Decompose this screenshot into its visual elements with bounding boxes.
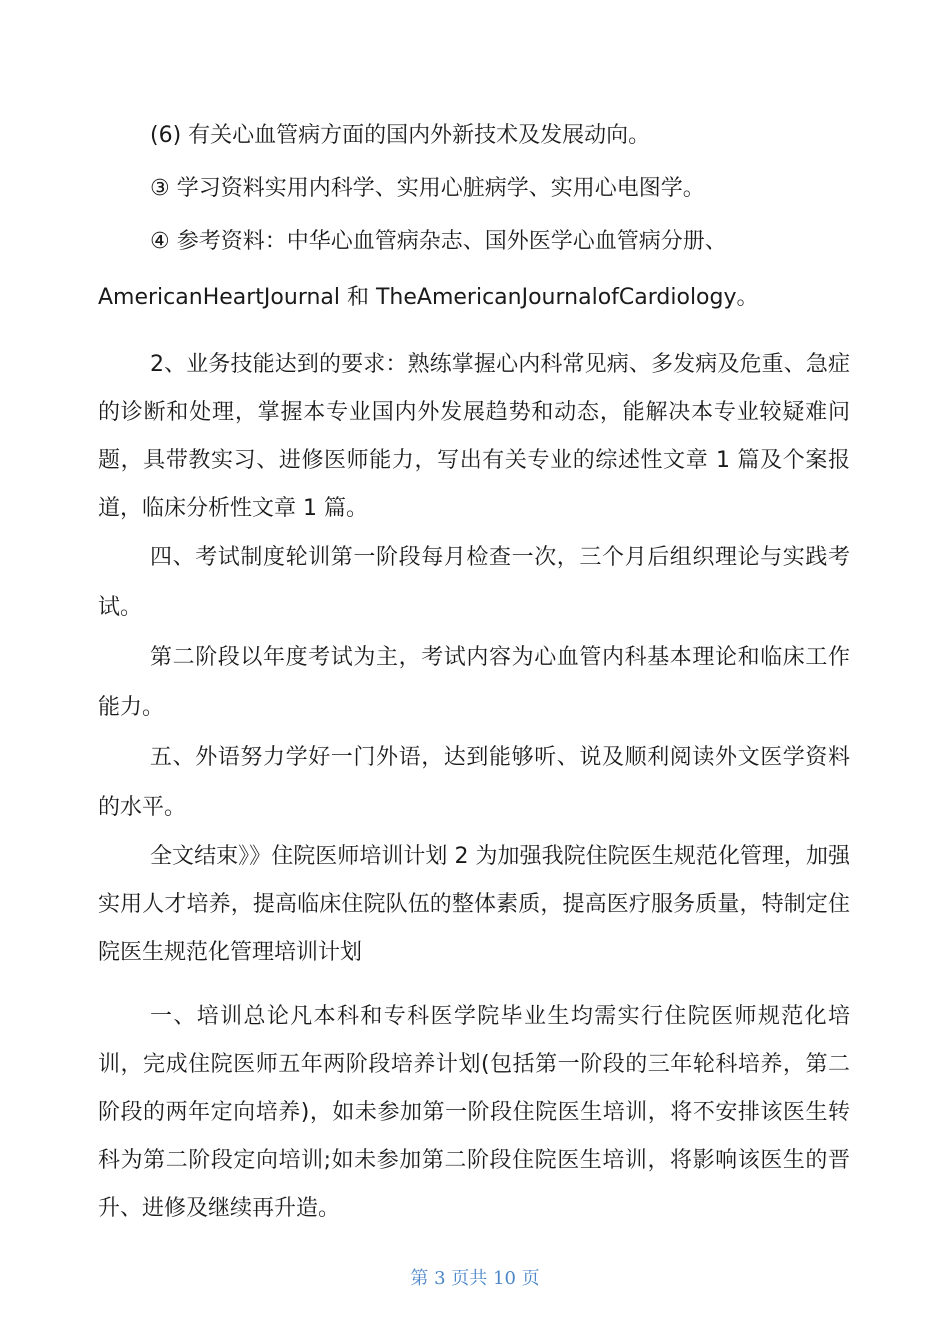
- paragraph-second-stage: 第二阶段以年度考试为主，考试内容为心血管内科基本理论和临床工作能力。: [98, 645, 850, 720]
- paragraph-exam-system: 四、考试制度轮训第一阶段每月检查一次，三个月后组织理论与实践考试。: [98, 545, 850, 620]
- paragraph-foreign-language: 五、外语努力学好一门外语，达到能够听、说及顺利阅读外文医学资料的水平。: [98, 745, 850, 820]
- paragraph-reference-materials: ④ 参考资料：中华心血管病杂志、国外医学心血管病分册、: [150, 229, 727, 254]
- document-body: [98, 112, 850, 1233]
- paragraph-journal-names: AmericanHeartJournal 和 TheAmericanJournalofCardiology。: [98, 285, 759, 310]
- paragraph-skill-requirements: 2、业务技能达到的要求：熟练掌握心内科常见病、多发病及危重、急症的诊断和处理，掌握本专业国内外发展趋势和动态，能解决本专业较疑难问题，具带教实习、进修医师能力，写出有关专业的综述性文章 1 篇及个案报道，临床分析性文章 1 篇。: [98, 352, 850, 521]
- paragraph-training-overview: 一、培训总论凡本科和专科医学院毕业生均需实行住院医师规范化培训，完成住院医师五年两阶段培养计划(包括第一阶段的三年轮科培养，第二阶段的两年定向培养)，如未参加第一阶段住院医生培训，将不安排该医生转科为第二阶段定向培训;如未参加第二阶段住院医生培训，将影响该医生的晋升、进修及继续再升造。: [98, 1004, 850, 1221]
- paragraph-study-materials: ③ 学习资料实用内科学、实用心脏病学、实用心电图学。: [150, 176, 705, 201]
- paragraph-training-plan-2: 全文结束》》住院医师培训计划 2 为加强我院住院医生规范化管理，加强实用人才培养，提高临床住院队伍的整体素质，提高医疗服务质量，特制定住院医生规范化管理培训计划: [98, 844, 850, 965]
- page-number-footer: 第 3 页共 10 页: [410, 1268, 540, 1289]
- paragraph-item-6: (6) 有关心血管病方面的国内外新技术及发展动向。: [150, 123, 651, 148]
